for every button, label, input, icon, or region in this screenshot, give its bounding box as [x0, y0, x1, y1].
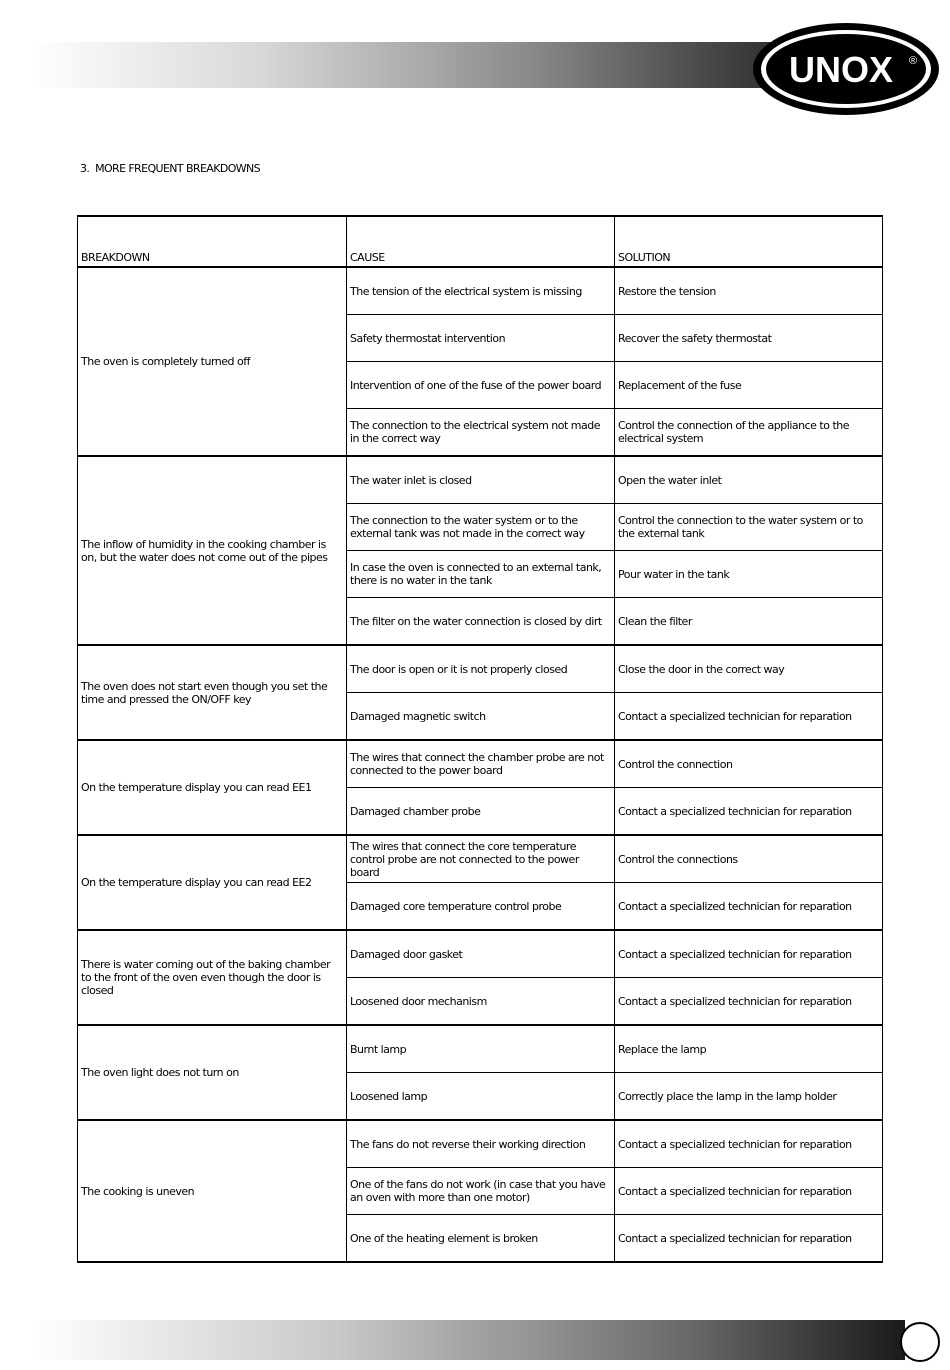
breakdown-cell: The oven does not start even though you set the time and pressed the ON/OFF key	[78, 645, 347, 740]
solution-cell: Contact a specialized technician for reparation	[615, 1215, 883, 1263]
header-breakdown: BREAKDOWN	[78, 216, 347, 267]
table-row	[78, 267, 883, 315]
solution-cell: Contact a specialized technician for reparation	[615, 930, 883, 978]
cause-cell: Intervention of one of the fuse of the power board	[347, 362, 615, 409]
cause-cell: Damaged chamber probe	[347, 788, 615, 836]
breakdown-cell: The oven is completely turned off	[78, 267, 347, 456]
breakdown-cell: There is water coming out of the baking chamber to the front of the oven even though the door is closed	[78, 930, 347, 1025]
cause-cell: The connection to the water system or to the external tank was not made in the correct way	[347, 504, 615, 551]
table-body	[78, 267, 883, 1262]
cause-cell: In case the oven is connected to an external tank, there is no water in the tank	[347, 551, 615, 598]
table-row	[78, 835, 883, 883]
header-cause: CAUSE	[347, 216, 615, 267]
solution-cell: Close the door in the correct way	[615, 645, 883, 693]
solution-cell: Restore the tension	[615, 267, 883, 315]
logo-text: UNOX	[788, 49, 894, 90]
cause-cell: The wires that connect the core temperature control probe are not connected to the power board	[347, 835, 615, 883]
footer-gradient-band	[30, 1320, 905, 1360]
table-row	[78, 1025, 883, 1073]
table-row	[78, 930, 883, 978]
cause-cell: One of the fans do not work (in case that you have an oven with more than one motor)	[347, 1168, 615, 1215]
breakdown-cell: On the temperature display you can read EE1	[78, 740, 347, 835]
cause-cell: The fans do not reverse their working direction	[347, 1120, 615, 1168]
solution-cell: Open the water inlet	[615, 456, 883, 504]
cause-cell: Damaged magnetic switch	[347, 693, 615, 741]
table-header-row	[78, 216, 883, 267]
registered-mark: ®	[908, 55, 918, 67]
solution-cell: Pour water in the tank	[615, 551, 883, 598]
cause-cell: The water inlet is closed	[347, 456, 615, 504]
breakdown-cell: The inflow of humidity in the cooking chamber is on, but the water does not come out of the pipes	[78, 456, 347, 645]
solution-cell: Control the connections	[615, 835, 883, 883]
cause-cell: Loosened lamp	[347, 1073, 615, 1121]
table-row	[78, 1120, 883, 1168]
solution-cell: Recover the safety thermostat	[615, 315, 883, 362]
solution-cell: Replacement of the fuse	[615, 362, 883, 409]
solution-cell: Correctly place the lamp in the lamp holder	[615, 1073, 883, 1121]
cause-cell: The tension of the electrical system is missing	[347, 267, 615, 315]
cause-cell: The connection to the electrical system not made in the correct way	[347, 409, 615, 457]
breakdown-cell: The oven light does not turn on	[78, 1025, 347, 1120]
solution-cell: Contact a specialized technician for reparation	[615, 788, 883, 836]
table-row	[78, 645, 883, 693]
cause-cell: One of the heating element is broken	[347, 1215, 615, 1263]
cause-cell: The filter on the water connection is closed by dirt	[347, 598, 615, 646]
cause-cell: Damaged door gasket	[347, 930, 615, 978]
breakdown-cell: On the temperature display you can read EE2	[78, 835, 347, 930]
cause-cell: Burnt lamp	[347, 1025, 615, 1073]
solution-cell: Replace the lamp	[615, 1025, 883, 1073]
solution-cell: Contact a specialized technician for reparation	[615, 978, 883, 1026]
solution-cell: Control the connection	[615, 740, 883, 788]
cause-cell: Safety thermostat intervention	[347, 315, 615, 362]
solution-cell: Contact a specialized technician for reparation	[615, 883, 883, 931]
breakdown-table	[77, 215, 883, 1263]
unox-logo	[750, 20, 942, 118]
cause-cell: Damaged core temperature control probe	[347, 883, 615, 931]
table-row	[78, 456, 883, 504]
breakdown-cell: The cooking is uneven	[78, 1120, 347, 1262]
page-number-badge	[900, 1322, 940, 1362]
table-row	[78, 740, 883, 788]
cause-cell: Loosened door mechanism	[347, 978, 615, 1026]
cause-cell: The door is open or it is not properly closed	[347, 645, 615, 693]
solution-cell: Contact a specialized technician for reparation	[615, 693, 883, 741]
header-gradient-band	[30, 42, 790, 88]
header-solution: SOLUTION	[615, 216, 883, 267]
solution-cell: Clean the filter	[615, 598, 883, 646]
solution-cell: Contact a specialized technician for reparation	[615, 1168, 883, 1215]
solution-cell: Contact a specialized technician for reparation	[615, 1120, 883, 1168]
section-title: 3. MORE FREQUENT BREAKDOWNS	[80, 162, 261, 175]
solution-cell: Control the connection to the water system or to the external tank	[615, 504, 883, 551]
solution-cell: Control the connection of the appliance to the electrical system	[615, 409, 883, 457]
cause-cell: The wires that connect the chamber probe are not connected to the power board	[347, 740, 615, 788]
